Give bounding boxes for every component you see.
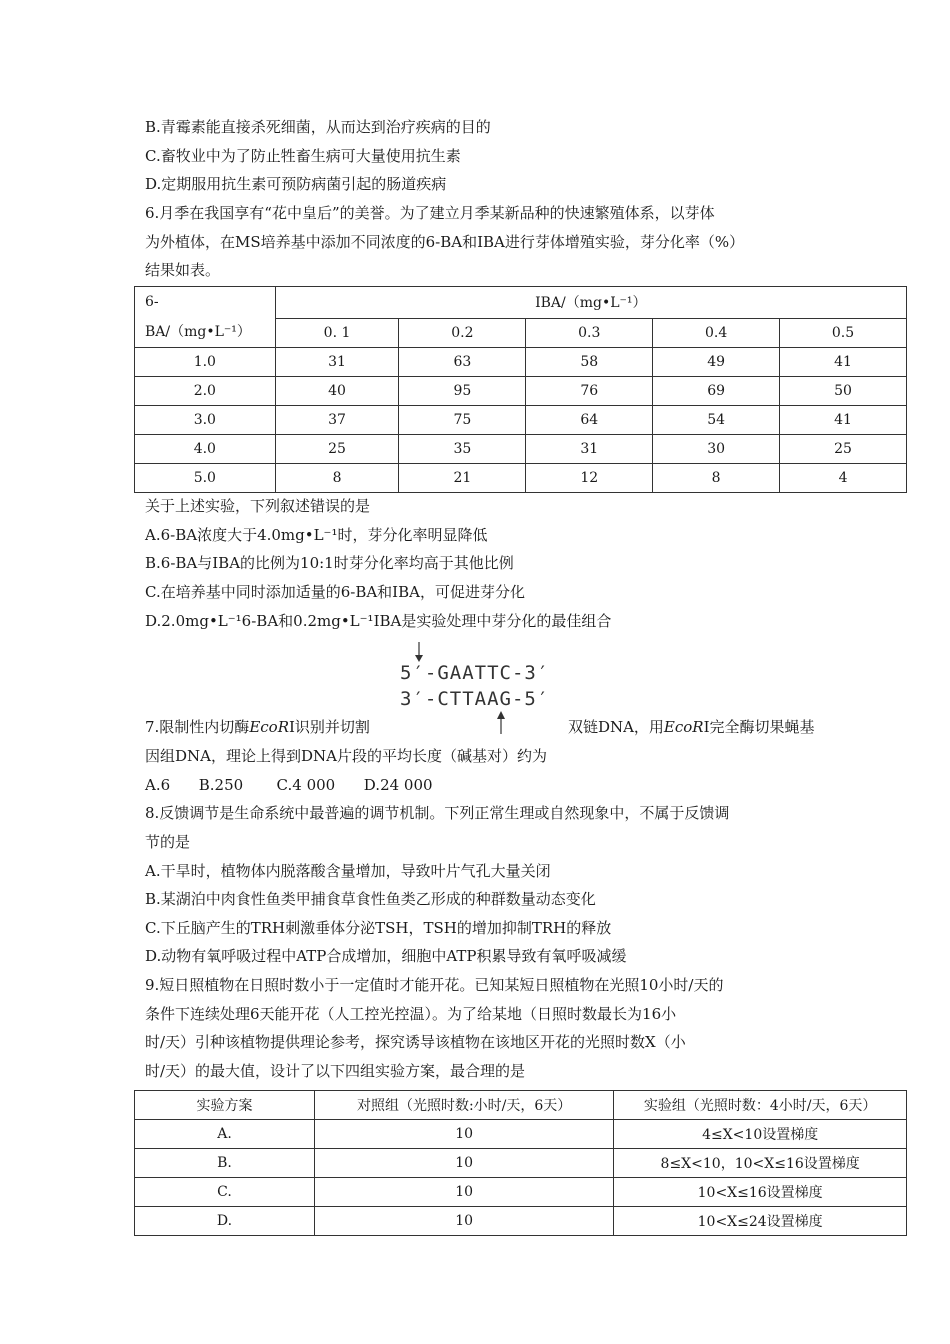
cell: C. (135, 1178, 315, 1207)
cell: 35 (399, 435, 526, 464)
col-label: 0.2 (399, 318, 526, 347)
cell: 4≤X<10设置梯度 (614, 1120, 907, 1149)
cell: 49 (653, 348, 780, 377)
table-row (135, 406, 907, 435)
table-row (135, 1149, 907, 1178)
cell: 30 (653, 435, 780, 464)
row-label: 3.0 (135, 406, 276, 435)
dna-bottom-strand: 3′-CTTAAG-5′ (400, 688, 550, 710)
row-header-bottom: BA/（mg•L⁻¹） (145, 324, 251, 340)
cell: 69 (653, 377, 780, 406)
row-header-top: 6- (145, 294, 159, 310)
option-d-prev: D.定期服用抗生素可预防病菌引起的肠道疾病 (145, 175, 447, 193)
table-row (135, 1120, 907, 1149)
col-header: IBA/（mg•L⁻¹） (275, 287, 906, 319)
cell: 10 (314, 1178, 613, 1207)
q9-stem-3: 时/天）引种该植物提供理论参考，探究诱导该植物在该地区开花的光照时数X（小 (145, 1033, 686, 1051)
cell: 64 (526, 406, 653, 435)
q7-stem-1 (145, 717, 815, 737)
q8-option-b: B.某湖泊中肉食性鱼类甲捕食草食性鱼类乙形成的种群数量动态变化 (145, 890, 596, 908)
cell: 54 (653, 406, 780, 435)
cell: 37 (275, 406, 399, 435)
cell: 41 (780, 406, 907, 435)
q6-stem-1: 6.月季在我国享有“花中皇后”的美誉。为了建立月季某新品种的快速繁殖体系，以芽体 (145, 204, 715, 222)
q9-stem-1: 9.短日照植物在日照时数小于一定值时才能开花。已知某短日照植物在光照10小时/天的 (145, 976, 724, 994)
cell: 76 (526, 377, 653, 406)
q7-enzyme: EcoR (249, 718, 289, 736)
col-header: 实验方案 (135, 1091, 315, 1120)
q7-text: 7.限制性内切酶 (145, 718, 250, 736)
cell: 8 (653, 464, 780, 493)
q7-text: Ⅰ识别并切割 (289, 718, 370, 736)
q9-stem-2: 条件下连续处理6天能开花（人工控光控温）。为了给某地（日照时数最长为16小 (145, 1005, 677, 1023)
q6-option-c: C.在培养基中同时添加适量的6-BA和IBA，可促进芽分化 (145, 583, 525, 601)
cell: 25 (275, 435, 399, 464)
q7-enzyme: EcoR (663, 718, 704, 736)
row-label: 2.0 (135, 377, 276, 406)
cell: B. (135, 1149, 315, 1178)
col-label: 0.5 (780, 318, 907, 347)
table-row (135, 377, 907, 406)
row-label: 5.0 (135, 464, 276, 493)
table-experiment-plans (134, 1090, 907, 1236)
q9-stem-4: 时/天）的最大值，设计了以下四组实验方案，最合理的是 (145, 1062, 526, 1080)
cell: 8 (275, 464, 399, 493)
cell: 10<X≤24设置梯度 (614, 1207, 907, 1236)
cell: 10 (314, 1149, 613, 1178)
q6-option-d: D.2.0mg•L⁻¹6-BA和0.2mg•L⁻¹IBA是实验处理中芽分化的最佳组合 (145, 612, 612, 630)
row-label: 1.0 (135, 348, 276, 377)
cell: 75 (399, 406, 526, 435)
cell: A. (135, 1120, 315, 1149)
cell: 40 (275, 377, 399, 406)
cell: 63 (399, 348, 526, 377)
col-header: 实验组（光照时数：4小时/天，6天） (614, 1091, 907, 1120)
table-row (135, 464, 907, 493)
row-header (135, 287, 276, 348)
q7-text: Ⅰ完全酶切果蝇基 (703, 718, 815, 736)
option-c-prev: C.畜牧业中为了防止牲畜生病可大量使用抗生素 (145, 147, 461, 165)
col-header: 对照组（光照时数:小时/天，6天） (314, 1091, 613, 1120)
cell: 10 (314, 1207, 613, 1236)
q8-option-c: C.下丘脑产生的TRH刺激垂体分泌TSH，TSH的增加抑制TRH的释放 (145, 919, 612, 937)
cell: 50 (780, 377, 907, 406)
cell: D. (135, 1207, 315, 1236)
col-label: 0.4 (653, 318, 780, 347)
q6-question: 关于上述实验，下列叙述错误的是 (145, 497, 371, 515)
cell: 31 (275, 348, 399, 377)
cell: 10<X≤16设置梯度 (614, 1178, 907, 1207)
q6-option-a: A.6-BA浓度大于4.0mg•L⁻¹时，芽分化率明显降低 (145, 526, 488, 544)
cell: 31 (526, 435, 653, 464)
cell: 95 (399, 377, 526, 406)
table-row (135, 435, 907, 464)
table-bud-differentiation (134, 286, 907, 493)
q7-text: 双链DNA，用 (567, 718, 664, 736)
q6-stem-2: 为外植体，在MS培养基中添加不同浓度的6-BA和IBA进行芽体增殖实验，芽分化率（%） (145, 233, 745, 251)
q7-options: A.6 B.250 C.4 000 D.24 000 (145, 776, 433, 794)
option-b-prev: B.青霉素能直接杀死细菌，从而达到治疗疾病的目的 (145, 118, 491, 136)
table-row (135, 1178, 907, 1207)
cut-arrow-top-icon (410, 642, 430, 664)
cell: 25 (780, 435, 907, 464)
q8-stem-1: 8.反馈调节是生命系统中最普遍的调节机制。下列正常生理或自然现象中，不属于反馈调 (145, 804, 730, 822)
cell: 12 (526, 464, 653, 493)
q8-option-a: A.干旱时，植物体内脱落酸含量增加，导致叶片气孔大量关闭 (145, 862, 551, 880)
col-label: 0.3 (526, 318, 653, 347)
table-row (135, 1207, 907, 1236)
cell: 58 (526, 348, 653, 377)
cell: 4 (780, 464, 907, 493)
q7-stem-2: 因组DNA，理论上得到DNA片段的平均长度（碱基对）约为 (145, 747, 547, 765)
table-row (135, 348, 907, 377)
q8-option-d: D.动物有氧呼吸过程中ATP合成增加，细胞中ATP积累导致有氧呼吸减缓 (145, 947, 627, 965)
row-label: 4.0 (135, 435, 276, 464)
col-label: 0. 1 (275, 318, 399, 347)
q6-option-b: B.6-BA与IBA的比例为10:1时芽分化率均高于其他比例 (145, 554, 514, 572)
cell: 8≤X<10，10<X≤16设置梯度 (614, 1149, 907, 1178)
q6-stem-3: 结果如表。 (145, 261, 221, 279)
q8-stem-2: 节的是 (145, 833, 191, 851)
cell: 41 (780, 348, 907, 377)
cell: 21 (399, 464, 526, 493)
cell: 10 (314, 1120, 613, 1149)
dna-top-strand: 5′-GAATTC-3′ (400, 662, 550, 684)
